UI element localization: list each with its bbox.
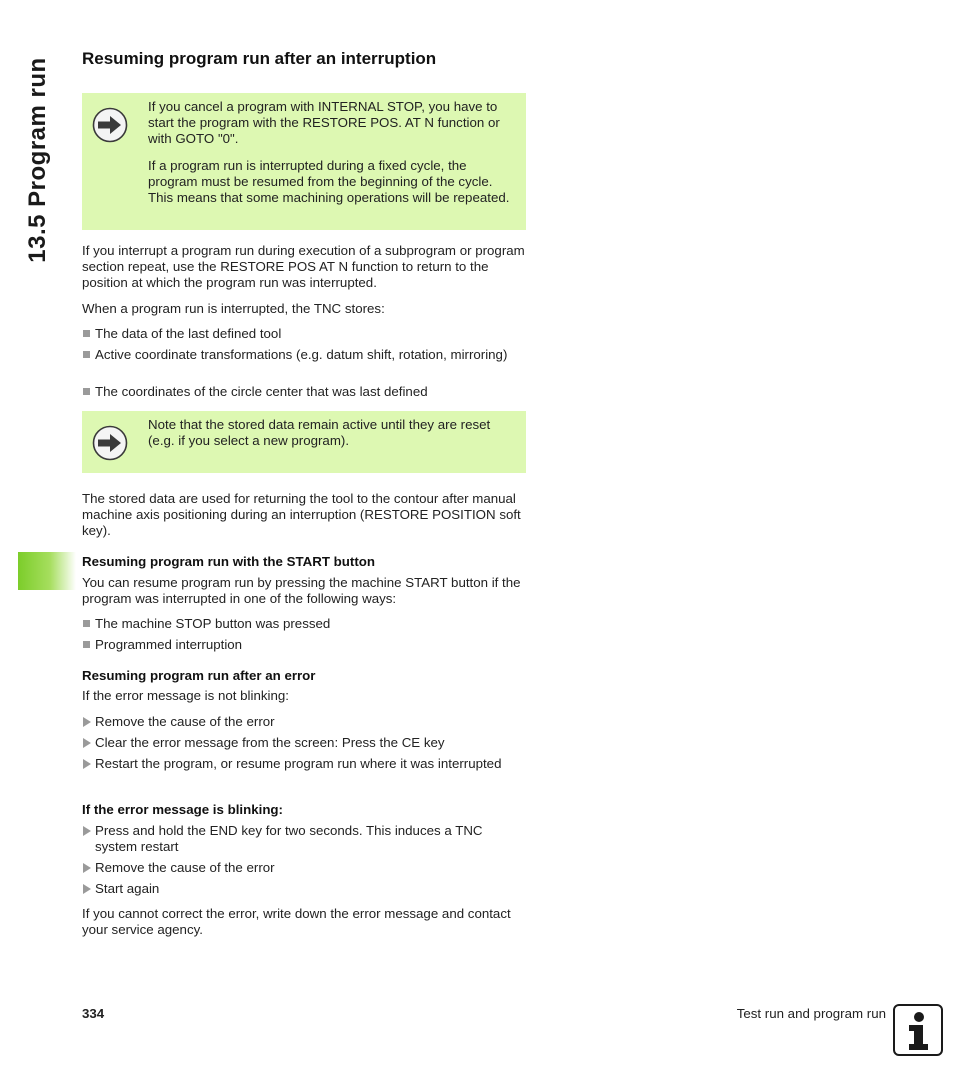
step-item: Start again — [82, 881, 528, 897]
list-item: The machine STOP button was pressed — [82, 616, 528, 632]
note-box-1 — [82, 93, 526, 230]
step-item: Restart the program, or resume program run where it was interrupted — [82, 756, 528, 772]
page-number: 334 — [82, 1006, 105, 1021]
info-icon — [893, 1004, 943, 1056]
triangle-bullet-icon — [83, 738, 91, 748]
chapter-side-title — [8, 40, 68, 280]
triangle-bullet-icon — [83, 826, 91, 836]
list-item: Active coordinate transformations (e.g. datum shift, rotation, mirroring) — [82, 347, 528, 363]
triangle-bullet-icon — [83, 884, 91, 894]
paragraph-closing: If you cannot correct the error, write down the error message and contact your service agency. — [82, 906, 511, 937]
list-item: The coordinates of the circle center that was last defined — [82, 384, 528, 400]
paragraph-stored-data: The stored data are used for returning the tool to the contour after manual machine axis positioning during an interruption (RESTORE POSITION soft key). — [82, 491, 521, 538]
footer-chapter-name: Test run and program run — [736, 1006, 886, 1021]
subheading-blinking: If the error message is blinking: — [82, 802, 283, 817]
section-heading: Resuming program run after an interruption — [82, 49, 437, 68]
subheading-start-button: Resuming program run with the START button — [82, 554, 376, 569]
paragraph-start-button: You can resume program run by pressing the machine START button if the program was interrupted in one of the following ways: — [82, 575, 521, 606]
info-glyph — [895, 1006, 941, 1054]
arrow-right-icon — [92, 107, 128, 143]
chapter-tab-marker — [18, 552, 76, 590]
note-1-paragraph-1: If you cancel a program with INTERNAL STOP, you have to start the program with the RESTORE POS. AT N function or with GOTO "0". — [148, 99, 500, 146]
list-item: The data of the last defined tool — [82, 326, 528, 342]
arrow-right-icon — [92, 425, 128, 461]
step-item: Remove the cause of the error — [82, 860, 528, 876]
triangle-bullet-icon — [83, 759, 91, 769]
square-bullet-icon — [83, 641, 90, 648]
step-item: Remove the cause of the error — [82, 714, 528, 730]
paragraph-not-blinking: If the error message is not blinking: — [82, 688, 289, 703]
note-box-2 — [82, 411, 526, 473]
triangle-bullet-icon — [83, 863, 91, 873]
note-1-paragraph-2: If a program run is interrupted during a fixed cycle, the program must be resumed from the beginning of the cycle. This means that some machining operations will be repeated. — [148, 158, 510, 205]
step-item: Clear the error message from the screen: Press the CE key — [82, 735, 528, 751]
square-bullet-icon — [83, 351, 90, 358]
paragraph-stores: When a program run is interrupted, the TNC stores: — [82, 301, 385, 316]
square-bullet-icon — [83, 620, 90, 627]
paragraph-interrupt: If you interrupt a program run during execution of a subprogram or program section repeat, use the RESTORE POS AT N function to return to the position at which the program run was interrupted. — [82, 243, 525, 290]
note-2-paragraph: Note that the stored data remain active until they are reset (e.g. if you select a new program). — [148, 417, 491, 448]
step-item: Press and hold the END key for two seconds. This induces a TNC system restart — [82, 823, 528, 855]
chapter-side-title-text: 13.5 Program run — [24, 57, 51, 263]
subheading-after-error: Resuming program run after an error — [82, 668, 316, 683]
square-bullet-icon — [83, 388, 90, 395]
list-item: Programmed interruption — [82, 637, 528, 653]
triangle-bullet-icon — [83, 717, 91, 727]
square-bullet-icon — [83, 330, 90, 337]
